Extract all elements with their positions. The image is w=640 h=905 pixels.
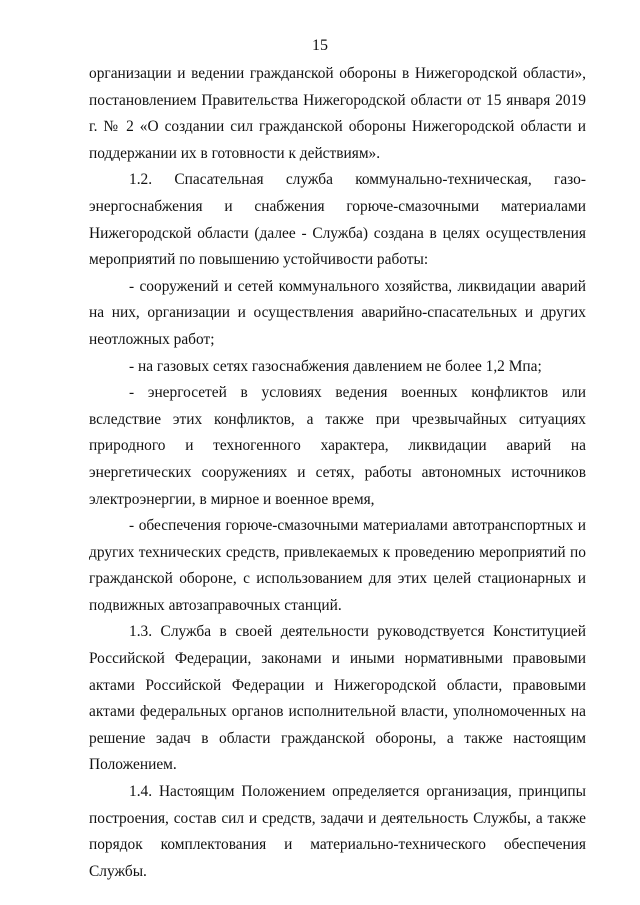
list-item-fuel-supply: - обеспечения горюче-смазочными материалами автотранспортных и других технических средств, привлекаемых к проведению мероприятий по гражданской обороне, с использованием для этих целей стационарных и подвижных автозаправочных станций. — [89, 517, 586, 614]
list-item-gas-networks: - на газовых сетях газоснабжения давлением не более 1,2 Мпа; — [129, 357, 542, 375]
paragraph-1-2: 1.2. Спасательная служба коммунально-техническая, газо-энергоснабжения и снабжения горюче-смазочными материалами Нижегородской области (далее - Служба) создана в целях осуществления мероприятий по повышению устойчивости работы: — [89, 171, 586, 269]
paragraph-1-3: 1.3. Служба в своей деятельности руководствуется Конституцией Российской Федерации, законами и иными нормативными правовыми актами Российской Федерации и Нижегородской области, правовыми актами федеральных органов исполнительной власти, уполномоченных на решение задач в области гражданской обороны, а также настоящим Положением. — [89, 623, 586, 774]
paragraph-1-4: 1.4. Настоящим Положением определяется организация, принципы построения, состав сил и средств, задачи и деятельность Службы, а также порядок комплектования и материально-технического обеспечения Службы. — [89, 783, 586, 880]
paragraph-continuation: организации и ведении гражданской обороны в Нижегородской области», постановлением Правительства Нижегородской области от 15 января 2019 г. № 2 «О создании сил гражданской обороны Нижегородской области и поддержании их в готовности к действиям». — [89, 65, 586, 162]
page-number: 15 — [312, 37, 328, 54]
list-item-communal-networks: - сооружений и сетей коммунального хозяйства, ликвидации аварий на них, организации и осуществления аварийно-спасательных и других неотложных работ; — [89, 277, 586, 348]
document-body — [89, 61, 586, 885]
list-item-power-networks: - энергосетей в условиях ведения военных конфликтов или вследствие этих конфликтов, а также при чрезвычайных ситуациях природного и техногенного характера, ликвидации аварий на энергетических сооружениях и сетях, работы автономных источников электроэнергии, в мирное и военное время, — [89, 384, 586, 508]
